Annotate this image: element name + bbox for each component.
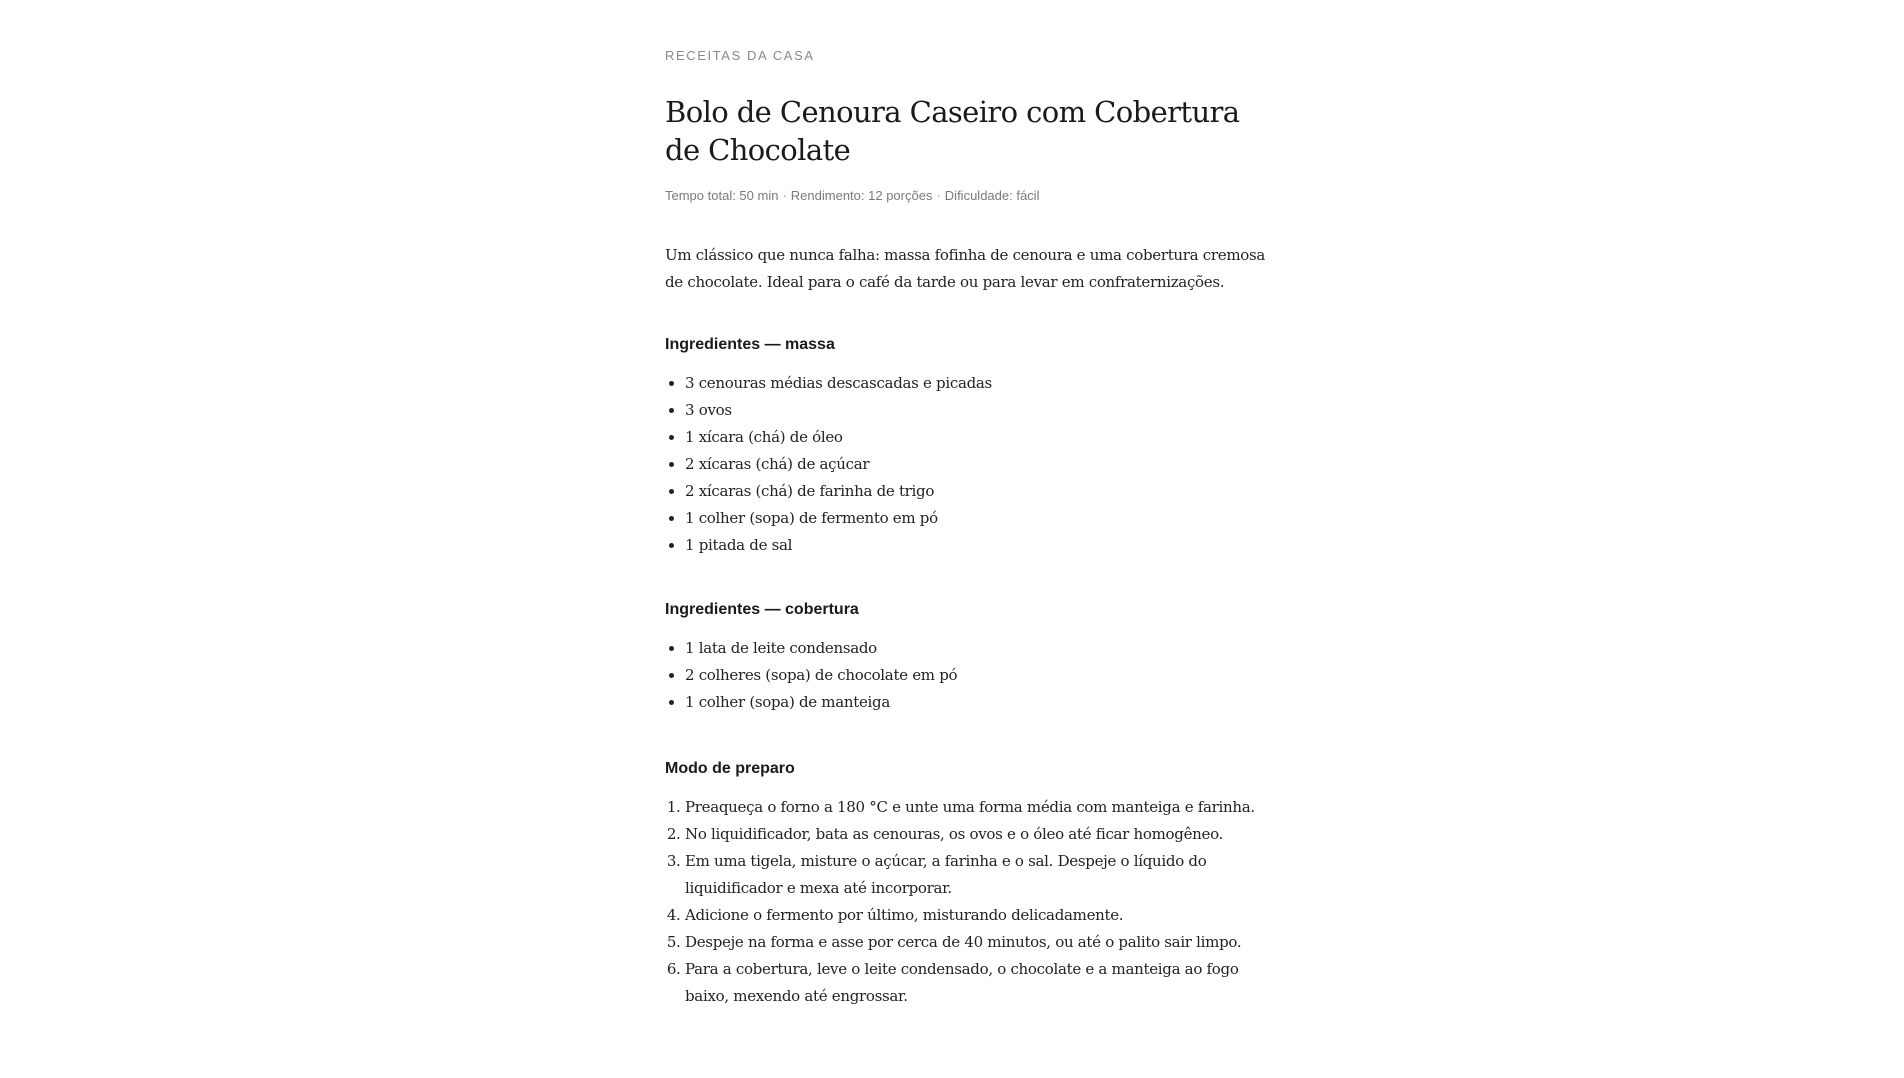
list-item: • 2 xícaras (chá) de farinha de trigo — [685, 478, 1275, 505]
page-title: Bolo de Cenoura Caseiro com Cobertura de Chocolate — [665, 95, 1240, 167]
step-item: 1. Preaqueça o forno a 180 °C e unte uma forma média com manteiga e farinha. — [685, 794, 1275, 821]
heading-method: Modo de preparo — [665, 760, 795, 777]
section-kicker: RECEITAS DA CASA — [665, 48, 815, 63]
step-item: 2. No liquidificador, bata as cenouras, os ovos e o óleo até ficar homogêneo. — [685, 821, 1275, 848]
meta-difficulty: Dificuldade: fácil — [944, 188, 1040, 203]
list-item: • 3 cenouras médias descascadas e picadas — [685, 370, 1275, 397]
list-item: • 1 pitada de sal — [685, 532, 1275, 559]
step-item: 6. Para a cobertura, leve o leite condensado, o chocolate e a manteiga ao fogo baixo, mexendo até engrossar. — [685, 956, 1275, 1010]
meta-yield: Rendimento: 12 porções — [790, 188, 933, 203]
ingredients-dough-list — [665, 370, 1275, 559]
list-item: • 3 ovos — [685, 397, 1275, 424]
meta-total-time: Tempo total: 50 min — [665, 188, 779, 203]
meta-separator: · — [936, 188, 941, 203]
list-item: • 2 xícaras (chá) de açúcar — [685, 451, 1275, 478]
ingredients-topping-list — [665, 635, 1275, 716]
method-steps-list — [665, 794, 1275, 1010]
meta-separator: · — [782, 188, 787, 203]
recipe-intro: Um clássico que nunca falha: massa fofinha de cenoura e uma cobertura cremosa de chocolate. Ideal para o café da tarde ou para levar em confraternizações. — [665, 246, 1266, 291]
heading-ingredients-dough: Ingredientes — massa — [665, 336, 835, 353]
list-item: • 1 colher (sopa) de manteiga — [685, 689, 1275, 716]
step-item: 3. Em uma tigela, misture o açúcar, a farinha e o sal. Despeje o líquido do liquidificador e mexa até incorporar. — [685, 848, 1275, 902]
step-item: 4. Adicione o fermento por último, misturando delicadamente. — [685, 902, 1275, 929]
list-item: • 1 colher (sopa) de fermento em pó — [685, 505, 1275, 532]
recipe-article — [665, 48, 1275, 1010]
recipe-meta — [665, 188, 1275, 204]
heading-ingredients-topping: Ingredientes — cobertura — [665, 601, 859, 618]
step-item: 5. Despeje na forma e asse por cerca de 40 minutos, ou até o palito sair limpo. — [685, 929, 1275, 956]
list-item: • 1 xícara (chá) de óleo — [685, 424, 1275, 451]
list-item: • 2 colheres (sopa) de chocolate em pó — [685, 662, 1275, 689]
list-item: • 1 lata de leite condensado — [685, 635, 1275, 662]
